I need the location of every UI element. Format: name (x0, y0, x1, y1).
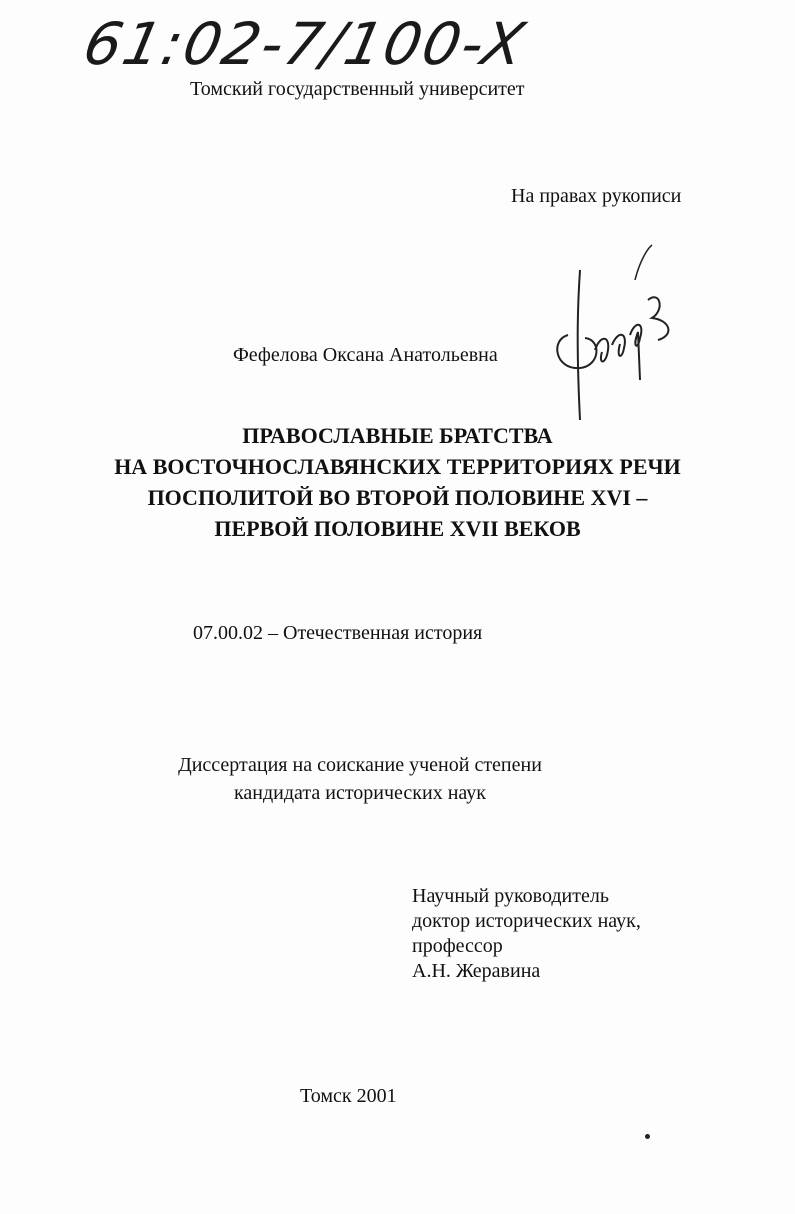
advisor-line: доктор исторических наук, (412, 910, 641, 932)
signature-handwritten (540, 240, 690, 430)
title-line: ПОСПОЛИТОЙ ВО ВТОРОЙ ПОЛОВИНЕ XVI – (147, 485, 648, 510)
archive-number-handwritten: 61:02-7/100-X (77, 10, 533, 78)
scan-speck (645, 1134, 650, 1139)
dissertation-degree (120, 751, 600, 807)
degree-line: кандидата исторических наук (233, 782, 487, 804)
title-line: ПРАВОСЛАВНЫЕ БРАТСТВА (242, 423, 553, 448)
title-line: ПЕРВОЙ ПОЛОВИНЕ XVII ВЕКОВ (214, 516, 581, 541)
advisor-line: Научный руководитель (412, 885, 609, 907)
rights-note: На правах рукописи (511, 185, 682, 207)
degree-line: Диссертация на соискание ученой степени (178, 754, 542, 776)
author-name: Фефелова Оксана Анатольевна (233, 344, 498, 366)
advisor-line: А.Н. Жеравина (412, 960, 541, 982)
title-line: НА ВОСТОЧНОСЛАВЯНСКИХ ТЕРРИТОРИЯХ РЕЧИ (114, 454, 681, 479)
specialty-code: 07.00.02 – Отечественная история (193, 622, 483, 644)
university-name: Томский государственный университет (190, 78, 525, 100)
city-year: Томск 2001 (300, 1085, 397, 1107)
advisor-line: профессор (412, 935, 503, 957)
scientific-advisor (412, 884, 641, 984)
dissertation-title (0, 420, 795, 544)
